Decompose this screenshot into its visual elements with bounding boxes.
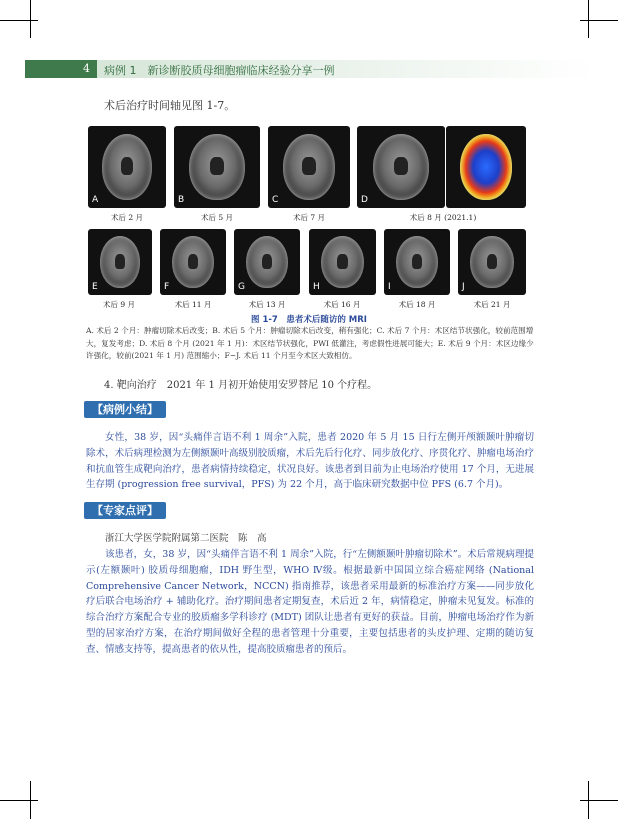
mri-image-i: I	[384, 229, 450, 295]
crop-mark	[0, 800, 38, 801]
page-number-tab	[25, 60, 97, 78]
intro-text: 术后治疗时间轴见图 1-7。	[104, 99, 236, 112]
mri-image-j: J	[458, 229, 526, 295]
figure-description: A. 术后 2 个月：肿瘤切除术后改变；B. 术后 5 个月：肿瘤切除术后改变，稍有强化；C. 术后 7 个月：术区结节状强化，较前范围增大，复发考虑；D. 术后 8 个月 (2021 年 1 月)：术区结节状强化，PWI 低灌注，考虑假性进展可能大；E. 术后 9 个月：术区边缘少许强化，较前(2021 年 1 月) 范围缩小；F~J. 术后 11 个月至今术区大致相仿。	[86, 326, 534, 360]
running-title: 病例 1 新诊断胶质母细胞瘤临床经验分享一例	[104, 64, 335, 77]
crop-mark	[588, 781, 589, 819]
mri-image-f: F	[160, 229, 226, 295]
caption-e: 术后 9 月	[102, 300, 136, 309]
figure-title: 图 1-7 患者术后随访的 MRI	[251, 315, 367, 325]
case-summary-heading: 【病例小结】	[84, 401, 166, 418]
mri-image-h: H	[309, 229, 376, 295]
targeted-therapy-item: 4. 靶向治疗 2021 年 1 月初开始使用安罗替尼 10 个疗程。	[104, 380, 378, 391]
case-summary-body: 女性，38 岁，因“头痛伴言语不利 1 周余”入院，患者 2020 年 5 月 15 日行左侧开颅额颞叶肿瘤切除术，术后病理检测为左侧额颞叶高级别胶质瘤，术后先后行化疗、同步放化疗、序贯化疗、肿瘤电场治疗和抗血管生成靶向治疗，患者病情持续稳定，状况良好。该患者到目前为止电场治疗使用 17 个月，无进展生存期 (progression free survival，PFS) 为 22 个月，高于临床研究数据中位 PFS (6.7 个月)。	[86, 432, 534, 491]
expert-comment-body: 该患者，女，38 岁，因“头痛伴言语不利 1 周余”入院，行“左侧额颞叶肿瘤切除术”。术后常规病理提示(左额颞叶) 胶质母细胞瘤，IDH 野生型，WHO Ⅳ级。根据最新中国国立综合癌症网络 (National Comprehensive Cancer Network，NCCN) 指南推荐，该患者采用最新的标准治疗方案——同步放化疗后联合电场治疗 + 辅助化疗。治疗期间患者定期复查，术后近 2 年，病情稳定，肿瘤未见复发。标准的综合治疗方案配合专业的胶质瘤多学科诊疗 (MDT) 团队让患者有更好的获益。目前，肿瘤电场治疗作为新型的居家治疗方案，在治疗期间做好全程的患者管理十分重要，主要包括患者的头皮护理、定期的随访复查、情感支持等，提高患者的依从性，提高胶质瘤患者的预后。	[86, 549, 534, 655]
crop-mark	[588, 0, 589, 38]
crop-mark	[30, 781, 31, 819]
caption-f: 术后 11 月	[174, 300, 212, 309]
caption-b: 术后 5 月	[200, 213, 234, 222]
page-number: 4	[83, 62, 90, 75]
caption-d: 术后 8 月 (2021.1)	[409, 213, 477, 222]
crop-mark	[580, 800, 618, 801]
expert-affiliation: 浙江大学医学院附属第二医院 陈 高	[105, 533, 267, 544]
caption-a: 术后 2 月	[110, 213, 144, 222]
caption-h: 术后 16 月	[323, 300, 361, 309]
crop-mark	[30, 0, 31, 38]
mri-image-b: B	[174, 126, 260, 208]
caption-c: 术后 7 月	[292, 213, 326, 222]
mri-perfusion-map	[446, 126, 526, 208]
mri-image-c: C	[268, 126, 350, 208]
caption-i: 术后 18 月	[398, 300, 436, 309]
mri-image-d: D	[357, 126, 445, 208]
expert-comment-heading: 【专家点评】	[84, 502, 166, 519]
caption-g: 术后 13 月	[248, 300, 286, 309]
crop-mark	[0, 20, 38, 21]
caption-j: 术后 21 月	[473, 300, 511, 309]
mri-image-g: G	[234, 229, 300, 295]
mri-image-e: E	[88, 229, 152, 295]
mri-image-a: A	[88, 126, 166, 208]
crop-mark	[580, 20, 618, 21]
